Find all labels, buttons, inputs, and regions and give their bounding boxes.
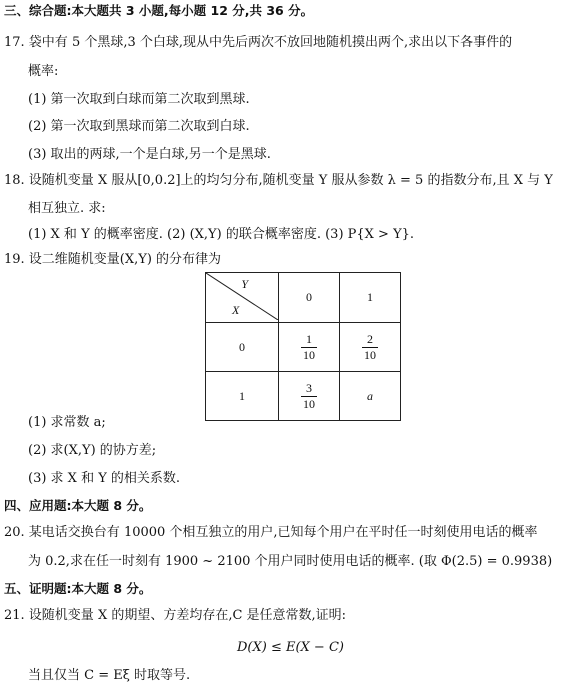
numerator: 1 [306, 331, 312, 346]
q18-stem-line1: 18. 设随机变量 X 服从[0,0.2]上的均匀分布,随机变量 Y 服从参数 λ = 5 的指数分布,且 X 与 Y [4, 173, 553, 188]
fraction [301, 381, 317, 412]
cell-0-1 [340, 323, 401, 372]
section-3-heading: 三、综合题:本大题共 3 小题,每小题 12 分,共 36 分。 [4, 3, 314, 18]
cell-1-1: a [340, 372, 401, 421]
row-header-0: 0 [206, 323, 279, 372]
row-header-1: 1 [206, 372, 279, 421]
denominator: 10 [364, 347, 376, 362]
q21-formula: D(X) ≤ E(X − C) [237, 640, 344, 655]
q17-part2: (2) 第一次取到黑球而第二次取到白球. [28, 119, 250, 134]
q18-stem-line2: 相互独立. 求: [28, 201, 106, 216]
q19-part2: (2) 求(X,Y) 的协方差; [28, 443, 157, 458]
table-corner-cell [206, 273, 279, 323]
cell-1-0 [279, 372, 340, 421]
cell-0-0 [279, 323, 340, 372]
y-label: Y [241, 277, 248, 291]
numerator: 3 [306, 380, 312, 395]
x-label: X [232, 303, 240, 317]
q18-parts: (1) X 和 Y 的概率密度. (2) (X,Y) 的联合概率密度. (3) P{X > Y}. [28, 227, 415, 242]
denominator: 10 [303, 347, 315, 362]
q20-line1: 20. 某电话交换台有 10000 个相互独立的用户,已知每个用户在平时任一时刻使用电话的概率 [4, 525, 538, 540]
q17-part1: (1) 第一次取到白球而第二次取到黑球. [28, 92, 250, 107]
col-header-1: 1 [340, 273, 401, 323]
denominator: 10 [303, 396, 315, 411]
distribution-table [205, 272, 401, 421]
q17-stem-line2: 概率: [28, 64, 59, 79]
q21-line2: 当且仅当 C = Eξ 时取等号. [28, 668, 191, 683]
q21-line1: 21. 设随机变量 X 的期望、方差均存在,C 是任意常数,证明: [4, 608, 347, 623]
section-4-heading: 四、应用题:本大题 8 分。 [4, 498, 152, 513]
section-5-heading: 五、证明题:本大题 8 分。 [4, 581, 152, 596]
fraction [362, 332, 378, 363]
q19-part1: (1) 求常数 a; [28, 415, 106, 430]
numerator: 2 [367, 331, 373, 346]
col-header-0: 0 [279, 273, 340, 323]
q19-part3: (3) 求 X 和 Y 的相关系数. [28, 471, 181, 486]
q17-stem-line1: 17. 袋中有 5 个黑球,3 个白球,现从中先后两次不放回地随机摸出两个,求出以下各事件的 [4, 35, 513, 50]
q20-line2: 为 0.2,求在任一时刻有 1900 ~ 2100 个用户同时使用电话的概率. (取 Φ(2.5) = 0.9938) [28, 554, 553, 569]
fraction [301, 332, 317, 363]
q17-part3: (3) 取出的两球,一个是白球,另一个是黑球. [28, 147, 271, 162]
q19-stem: 19. 设二维随机变量(X,Y) 的分布律为 [4, 252, 222, 267]
